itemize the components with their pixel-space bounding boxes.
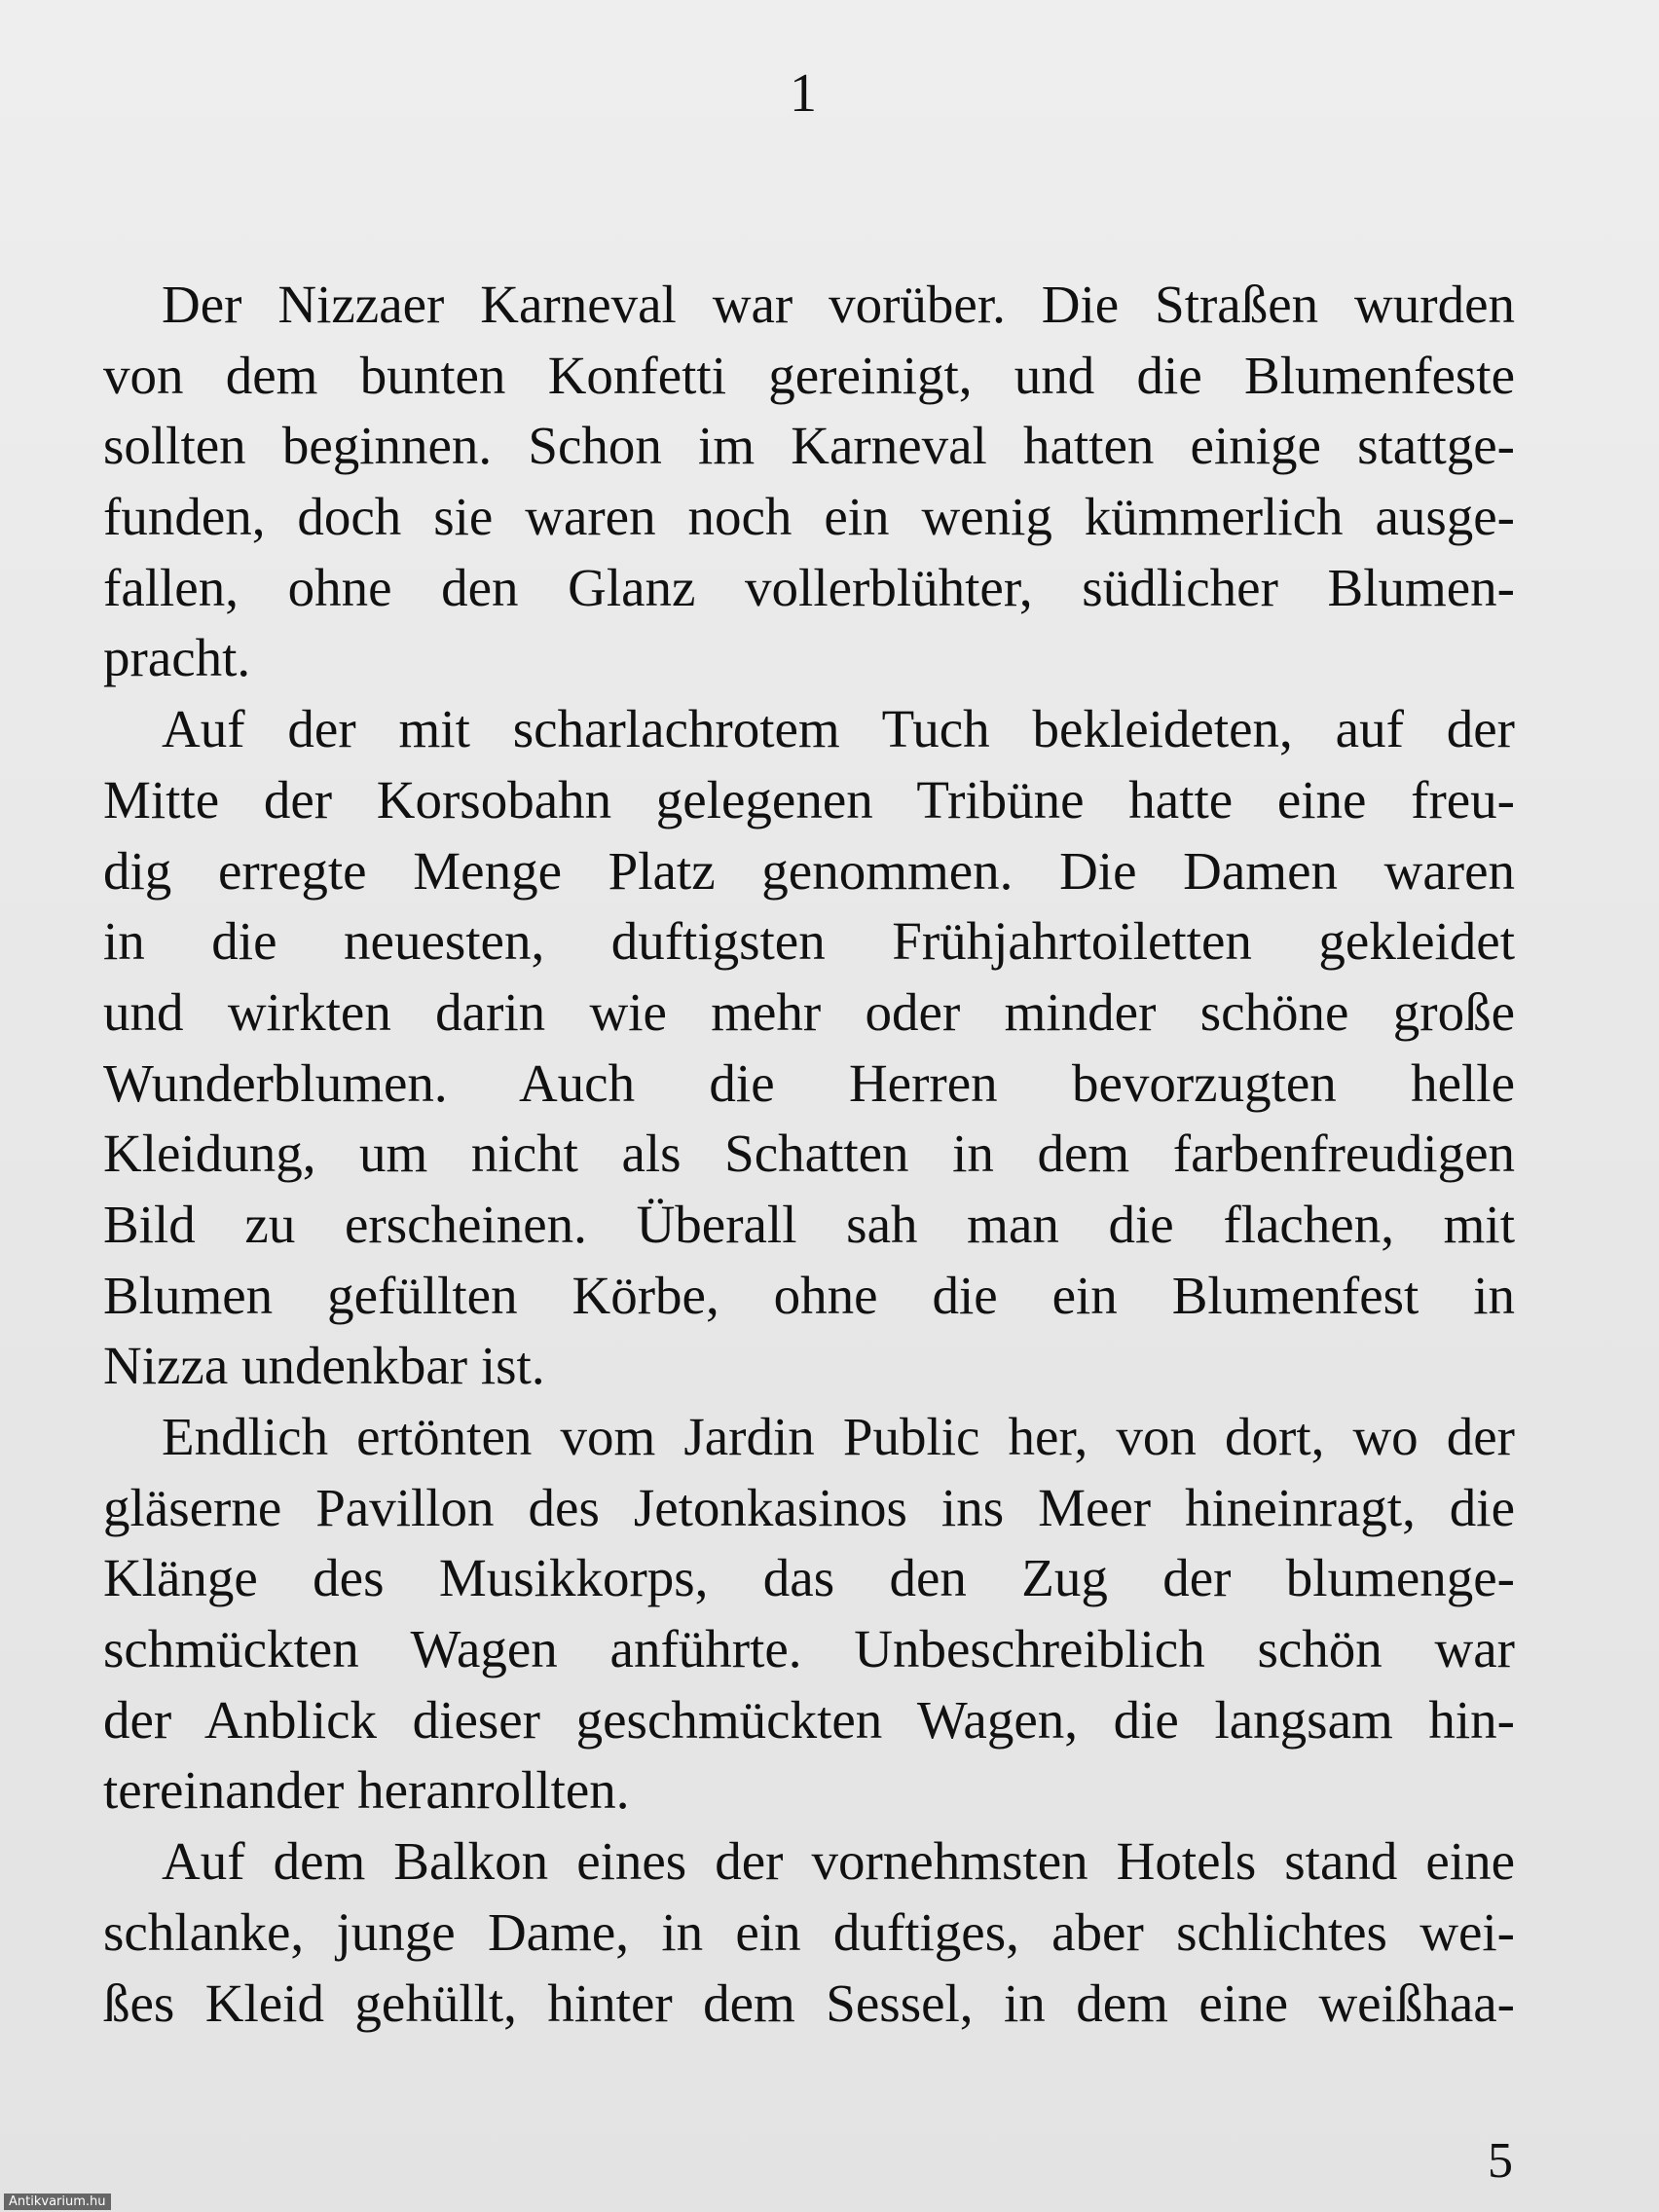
text-line: gläserne Pavillon des Jetonkasinos ins Meer hineinragt, die xyxy=(103,1477,1515,1537)
chapter-number: 1 xyxy=(790,63,817,124)
text-line: ßes Kleid gehüllt, hinter dem Sessel, in dem eine weißhaa- xyxy=(103,1972,1515,2033)
text-line: Auf der mit scharlachrotem Tuch bekleideten, auf der xyxy=(162,699,1515,759)
text-line: Auf dem Balkon eines der vornehmsten Hotels stand eine xyxy=(162,1831,1515,1892)
text-line: Der Nizzaer Karneval war vorüber. Die Straßen wurden xyxy=(162,275,1515,334)
text-line: schlanke, junge Dame, in ein duftiges, aber schlichtes wei- xyxy=(103,1901,1515,1962)
watermark: Antikvarium.hu xyxy=(4,2194,111,2210)
text-line: Nizza undenkbar ist. xyxy=(103,1336,545,1396)
text-line: Wunderblumen. Auch die Herren bevorzugten helle xyxy=(103,1052,1515,1113)
text-line: schmückten Wagen anführte. Unbeschreiblich schön war xyxy=(103,1619,1515,1679)
text-line: tereinander heranrollten. xyxy=(103,1760,630,1821)
text-line: fallen, ohne den Glanz vollerblühter, südlicher Blumen- xyxy=(103,557,1515,617)
text-line: von dem bunten Konfetti gereinigt, und die Blumenfeste xyxy=(103,345,1515,405)
text-line: und wirkten darin wie mehr oder minder schöne große xyxy=(103,981,1515,1042)
text-line: Bild zu erscheinen. Überall sah man die flachen, mit xyxy=(103,1194,1515,1254)
text-line: Endlich ertönten vom Jardin Public her, von dort, wo der xyxy=(162,1407,1515,1466)
text-line: Kleidung, um nicht als Schatten in dem farbenfreudigen xyxy=(103,1124,1515,1184)
text-line: Klänge des Musikkorps, das den Zug der blumenge- xyxy=(103,1548,1515,1608)
text-line: in die neuesten, duftigsten Frühjahrtoiletten gekleidet xyxy=(103,911,1515,972)
text-line: Blumen gefüllten Körbe, ohne die ein Blumenfest in xyxy=(103,1265,1515,1325)
text-line: sollten beginnen. Schon im Karneval hatten einige stattge- xyxy=(103,416,1515,476)
body-text xyxy=(103,270,1515,2039)
text-line: funden, doch sie waren noch ein wenig kümmerlich ausge- xyxy=(103,487,1515,547)
text-line: der Anblick dieser geschmückten Wagen, die langsam hin- xyxy=(103,1689,1515,1750)
text-line: dig erregte Menge Platz genommen. Die Damen waren xyxy=(103,840,1515,901)
text-line: pracht. xyxy=(103,628,251,688)
text-line: Mitte der Korsobahn gelegenen Tribüne hatte eine freu- xyxy=(103,769,1515,830)
page-number: 5 xyxy=(1488,2133,1513,2189)
